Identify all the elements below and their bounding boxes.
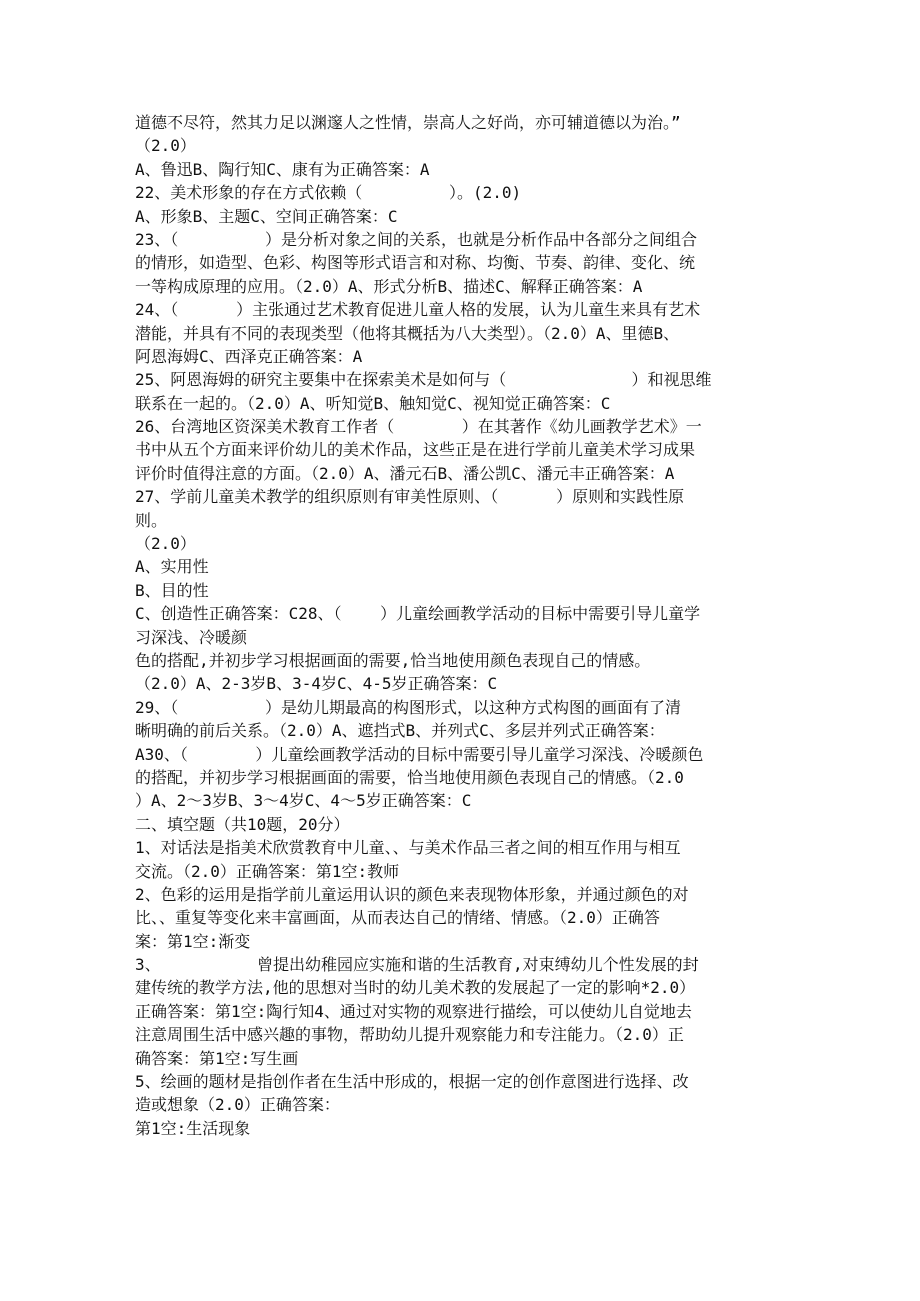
- text-line: 评价时值得注意的方面。（2.0）A、潘元石B、潘公凯C、潘元丰正确答案：A: [135, 463, 675, 483]
- document-body: [135, 111, 795, 1140]
- text-line: A30、（ ）儿童绘画教学活动的目标中需要引导儿童学习深浅、冷暖颜色: [135, 744, 704, 764]
- text-line: 色的搭配,并初步学习根据画面的需要,恰当地使用颜色表现自己的情感。: [135, 650, 651, 670]
- text-line: 25、阿恩海姆的研究主要集中在探索美术是如何与（ ）和视思维: [135, 370, 712, 390]
- text-line: 则。: [135, 510, 168, 530]
- text-line: 的情形，如造型、色彩、构图等形式语言和对称、均衡、节奏、韵律、变化、统: [135, 253, 696, 273]
- text-line: 5、绘画的题材是指创作者在生活中形成的，根据一定的创作意图进行选择、改: [135, 1072, 689, 1092]
- text-line: A、形象B、主题C、空间正确答案：C: [135, 206, 398, 226]
- text-line: （2.0）A、2-3岁B、3-4岁C、4-5岁正确答案：C: [135, 674, 498, 694]
- text-line: 的搭配，并初步学习根据画面的需要，恰当地使用颜色表现自己的情感。（2.0: [135, 767, 684, 787]
- text-line: 建传统的教学方法,他的思想对当时的幼儿美术教的发展起了一定的影响*2.0）: [135, 978, 696, 998]
- text-line: 阿恩海姆C、西泽克正确答案：A: [135, 346, 363, 366]
- text-line: B、目的性: [135, 580, 209, 600]
- text-line: 2、色彩的运用是指学前儿童运用认识的颜色来表现物体形象，并通过颜色的对: [135, 884, 689, 904]
- text-line: 29、（ ）是幼儿期最高的构图形式，以这种方式构图的画面有了清: [135, 697, 681, 717]
- text-line: 一等构成原理的应用。（2.0）A、形式分析B、描述C、解释正确答案：A: [135, 276, 643, 296]
- text-line: C、创造性正确答案：C28、（ ）儿童绘画教学活动的目标中需要引导儿童学: [135, 604, 701, 624]
- text-line: A、鲁迅B、陶行知C、康有为正确答案：A: [135, 159, 430, 179]
- text-line: 第1空:生活现象: [135, 1118, 251, 1138]
- text-line: 道德不尽符，然其力足以渊邃人之性情，崇高人之好尚，亦可辅道德以为治。”: [135, 113, 681, 132]
- text-line: 比、、重复等变化来丰富画面，从而表达自己的情绪、情感。（2.0）正确答: [135, 908, 660, 928]
- text-line: 联系在一起的。（2.0）A、听知觉B、触知觉C、视知觉正确答案：C: [135, 393, 611, 413]
- text-line: 27、学前儿童美术教学的组织原则有审美性原则、（ ）原则和实践性原: [135, 487, 685, 507]
- text-line: 习深浅、冷暖颜: [135, 627, 248, 647]
- text-line: A、实用性: [135, 557, 209, 577]
- text-line: 晰明确的前后关系。（2.0）A、遮挡式B、并列式C、多层并列式正确答案：: [135, 721, 665, 741]
- text-line: 确答案：第1空:写生画: [135, 1048, 299, 1068]
- text-line: 3、 曾提出幼稚园应实施和谐的生活教育,对束缚幼儿个性发展的封: [135, 955, 699, 975]
- text-line: 1、对话法是指美术欣赏教育中儿童、、与美术作品三者之间的相互作用与相互: [135, 838, 681, 858]
- text-line: 22、美术形象的存在方式依赖（ ）。(2.0): [135, 183, 522, 203]
- text-line: 案：第1空:渐变: [135, 931, 251, 951]
- text-line: 二、填空题（共10题，20分）: [135, 814, 350, 834]
- text-line: 交流。（2.0）正确答案：第1空:教师: [135, 861, 400, 881]
- text-line: （2.0）: [135, 136, 196, 156]
- text-line: 26、台湾地区资深美术教育工作者（ ）在其著作《幼儿画教学艺术》一: [135, 417, 702, 437]
- text-line: 书中从五个方面来评价幼儿的美术作品，这些正是在进行学前儿童美术学习成果: [135, 440, 696, 460]
- text-line: 潜能，并具有不同的表现类型（他将其概括为八大类型）。（2.0）A、里德B、: [135, 323, 680, 343]
- text-line: 正确答案：第1空:陶行知4、通过对实物的观察进行描绘，可以使幼儿自觉地去: [135, 1001, 692, 1021]
- text-line: ）A、2～3岁B、3～4岁C、4～5岁正确答案：C: [135, 791, 472, 811]
- text-line: （2.0）: [135, 534, 196, 554]
- text-line: 造或想象（2.0）正确答案：: [135, 1095, 340, 1115]
- text-line: 注意周围生活中感兴趣的事物，帮助幼儿提升观察能力和专注能力。（2.0）正: [135, 1025, 684, 1045]
- text-line: 23、（ ）是分析对象之间的关系，也就是分析作品中各部分之间组合: [135, 229, 697, 249]
- text-line: 24、（ ）主张通过艺术教育促进儿童人格的发展，认为儿童生来具有艺术: [135, 300, 701, 320]
